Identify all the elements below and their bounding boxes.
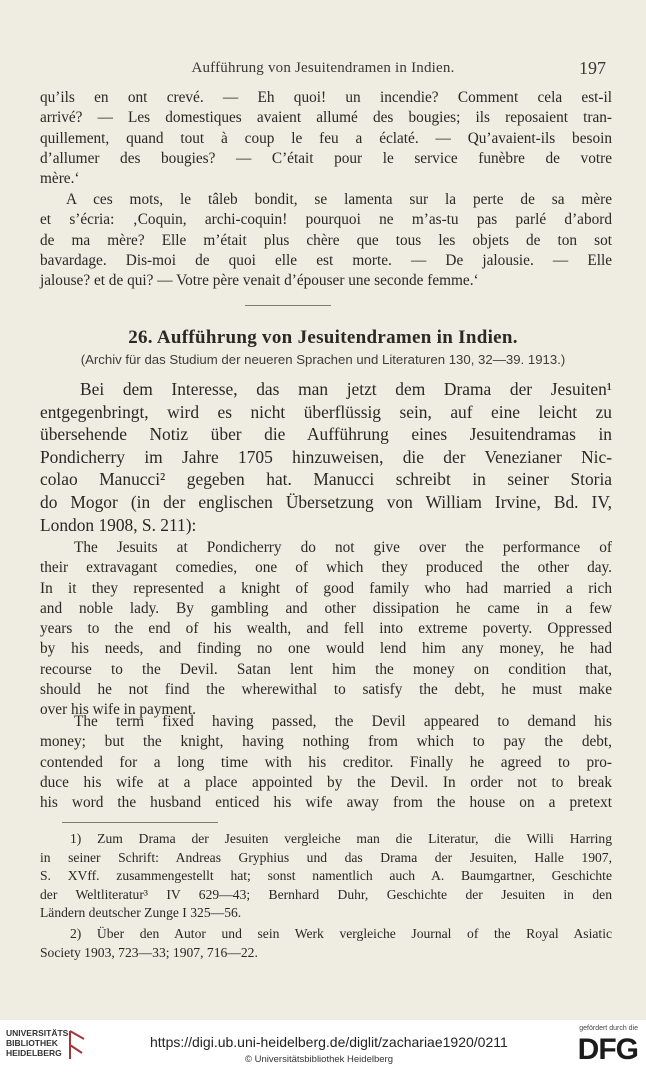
funding-label: gefördert durch die: [579, 1025, 638, 1032]
footnote-2: [40, 925, 612, 962]
footnote-1: [40, 830, 612, 923]
text-line: S. XVff. zusammengestellt hat; sonst namentlich auch A. Baumgartner, Geschichte: [40, 868, 612, 884]
text-line: d’allumer des bougies? — C’était pour le service funèbre de votre: [40, 149, 612, 167]
paragraph-2: [40, 190, 612, 291]
text-line: der Weltliteratur³ IV 629—43; Bernhard Duhr, Geschichte der Jesuiten in den: [40, 886, 612, 902]
paragraph-1: [40, 88, 612, 189]
dfg-logo[interactable]: DFG: [577, 1033, 638, 1066]
text-line: In it they represented a knight of good family who had married a rich: [40, 579, 612, 597]
paragraph-3: [40, 378, 612, 536]
text-line: et s’écria: ‚Coquin, archi-coquin! pourquoi ne m’as-tu pas parlé d’abord: [40, 211, 612, 229]
text-line: money; but the knight, having nothing from which to pay the debt,: [40, 733, 612, 751]
text-line: duce his wife at a place appointed by the Devil. In order not to break: [40, 773, 612, 791]
permalink[interactable]: https://digi.ub.uni-heidelberg.de/diglit/zachariae1920/0211: [150, 1034, 508, 1050]
text-line: by his needs, and finding no one would lend him any money, he had: [40, 640, 612, 658]
text-line: years to the end of his wealth, and fell into extreme poverty. Oppressed: [40, 620, 612, 638]
text-line: arrivé? — Les domestiques avaient allumé des bougies; ils reposaient tran-: [40, 109, 612, 127]
text-line: mère.‘: [40, 170, 80, 188]
text-line: 1) Zum Drama der Jesuiten vergleiche man die Literatur, die Willi Harring: [70, 831, 612, 846]
quotation-2: [40, 712, 612, 813]
text-line: 2) Über den Autor und sein Werk vergleiche Journal of the Royal Asiatic: [70, 926, 612, 941]
section-divider: [245, 305, 331, 306]
text-line: do Mogor (in der englischen Übersetzung von William Irvine, Bd. IV,: [40, 491, 612, 512]
text-line: Bei dem Interesse, das man jetzt dem Drama der Jesuiten¹: [80, 379, 612, 399]
viewer-footer: [0, 1020, 646, 1072]
text-line: The term fixed having passed, the Devil appeared to demand his: [74, 713, 612, 730]
section-title: 26. Aufführung von Jesuitendramen in Indien.: [128, 327, 518, 348]
text-line: Pondicherry im Jahre 1705 hinzuweisen, die der Venezianer Nic-: [40, 446, 612, 467]
copyright: © Universitätsbibliothek Heidelberg: [245, 1054, 393, 1065]
text-line: entgegenbringt, wird es nicht überflüssig sein, auf eine leicht zu: [40, 401, 612, 422]
library-emblem-icon: [66, 1029, 88, 1061]
library-line: BIBLIOTHEK: [6, 1038, 58, 1048]
running-title: Aufführung von Jesuitendramen in Indien.: [191, 60, 455, 76]
text-line: jalouse? et de qui? — Votre père venait d’épouser une seconde femme.‘: [40, 272, 479, 290]
text-line: London 1908, S. 211):: [40, 514, 197, 535]
text-line: de ma mère? Elle m’était plus chère que tous les objets de ton sot: [40, 231, 612, 249]
text-line: his word the husband enticed his wife away from the house on a pretext: [40, 794, 612, 812]
text-line: colao Manucci² gegeben hat. Manucci schreibt in seiner Storia: [40, 469, 612, 490]
text-line: qu’ils en ont crevé. — Eh quoi! un incendie? Comment cela est-il: [40, 89, 612, 106]
page-number: 197: [579, 58, 606, 78]
text-line: übersehende Notiz über die Aufführung eines Jesuitendramas in: [40, 424, 612, 445]
text-line: Ländern deutscher Zunge I 325—56.: [40, 905, 242, 921]
text-line: quillement, quand tout à coup le feu a éclaté. — Qu’avaient-ils besoin: [40, 129, 612, 147]
text-line: should he not find the wherewithal to satisfy the debt, he must make: [40, 681, 612, 699]
library-line: HEIDELBERG: [6, 1048, 62, 1058]
footnote-divider: [62, 822, 218, 823]
library-logo[interactable]: [6, 1028, 71, 1058]
text-line: bavardage. Dis-moi de quoi elle est morte. — De jalousie. — Elle: [40, 251, 612, 269]
text-line: in seiner Schrift: Andreas Gryphius und das Drama der Jesuiten, Halle 1907,: [40, 849, 612, 865]
text-line: and noble lady. By gambling and other dissipation he came in a few: [40, 599, 612, 617]
text-line: recourse to the Devil. Satan lent him the money on condition that,: [40, 660, 612, 678]
text-line: contended for a long time with his creditor. Finally he agreed to pro-: [40, 753, 612, 771]
library-line: UNIVERSITÄTS-: [6, 1028, 72, 1038]
text-line: over his wife in payment.: [40, 701, 196, 719]
text-line: their extravagant comedies, one of which they produced the other day.: [40, 559, 612, 577]
text-line: The Jesuits at Pondicherry do not give over the performance of: [74, 539, 612, 556]
section-source: (Archiv für das Studium der neueren Sprachen und Literaturen 130, 32—39. 1913.): [80, 352, 566, 367]
text-line: Society 1903, 723—33; 1907, 716—22.: [40, 944, 258, 960]
quotation-1: [40, 538, 612, 721]
page-header: [36, 60, 610, 84]
text-line: A ces mots, le tâleb bondit, se lamenta sur la perte de sa mère: [66, 191, 612, 208]
